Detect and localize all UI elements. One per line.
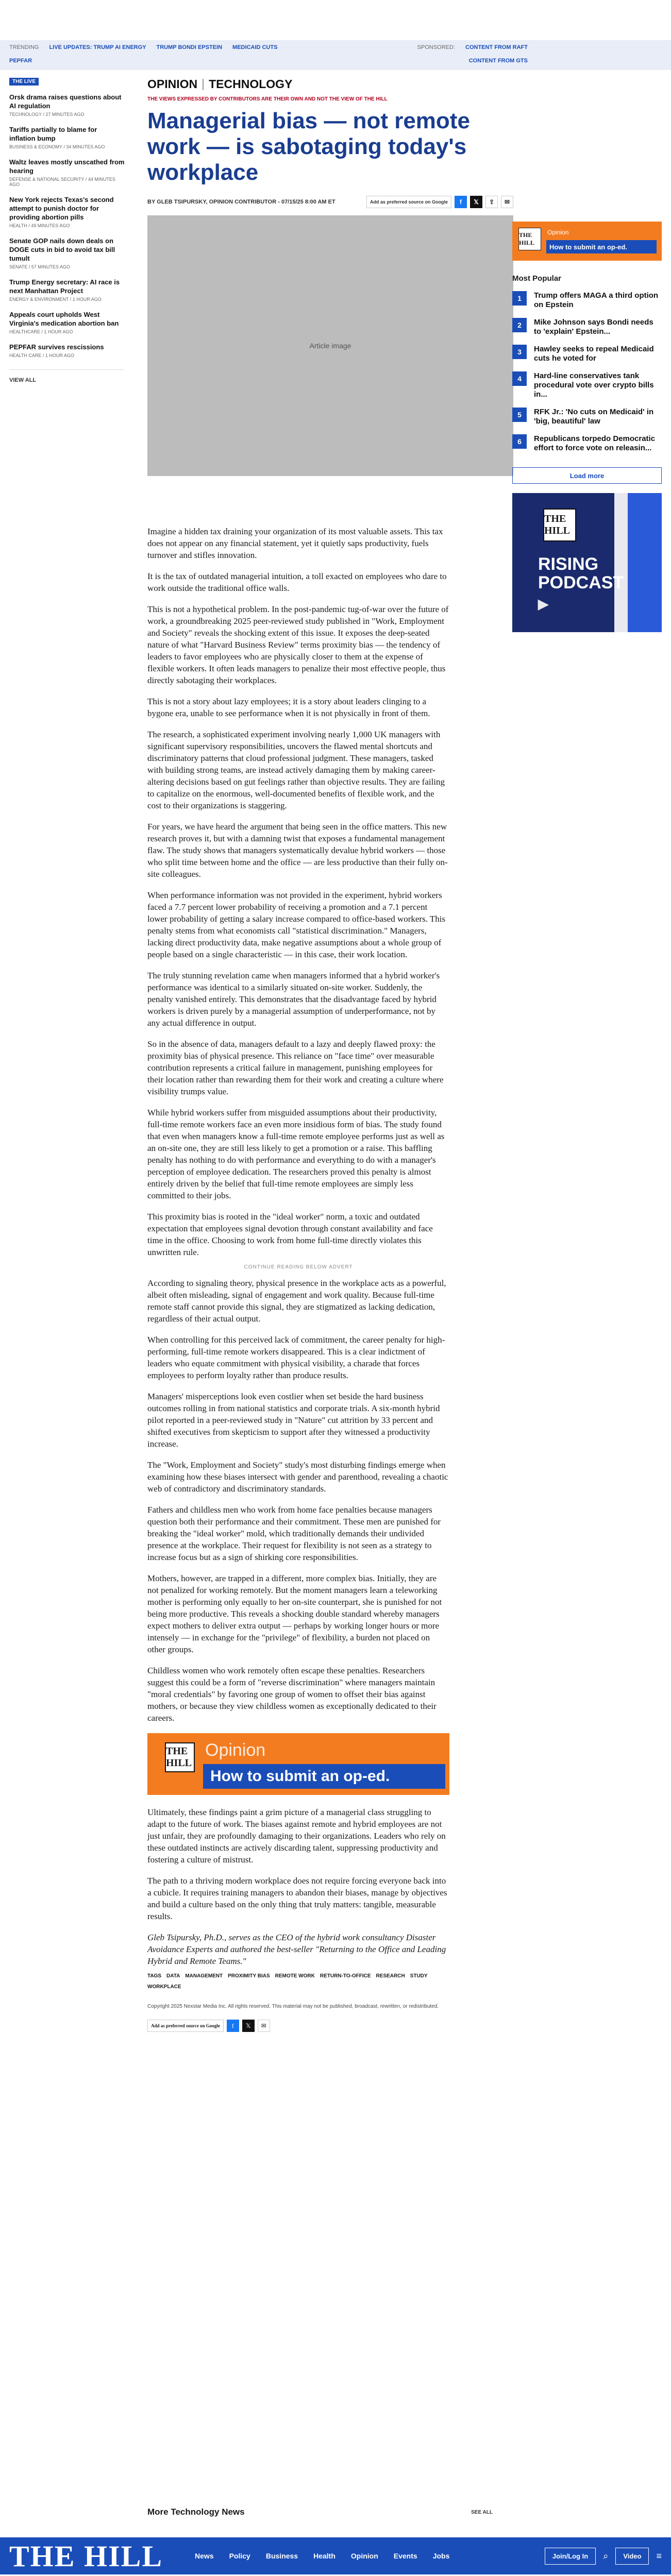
sponsored-label: SPONSORED: (417, 44, 456, 50)
most-popular-link[interactable]: Hawley seeks to repeal Medicaid cuts he voted for (534, 345, 654, 363)
search-icon[interactable]: ⌕ (603, 2550, 609, 2561)
more-technology-title: More Technology News (147, 2507, 245, 2517)
most-popular-link[interactable]: Trump offers MAGA a third option on Epstein (534, 291, 659, 309)
most-popular-link[interactable]: RFK Jr.: 'No cuts on Medicaid' in 'big, beautiful' law (534, 408, 654, 426)
sponsored-link-1[interactable]: CONTENT FROM RAFT (465, 44, 528, 50)
rank-badge: 2 (512, 318, 527, 332)
latest-item-title[interactable]: Appeals court upholds West Virginia's medication abortion ban (9, 311, 119, 327)
article-paragraph: For years, we have heard the argument that being seen in the office matters. This new research proves it, but with a damning twist that exposes a fundamental management flaw. The study shows that managers systematically devalue hybrid workers — those who split time between home and the office — are less productive than their fully on-site colleagues. (147, 822, 448, 879)
view-all-link[interactable]: VIEW ALL (9, 377, 37, 383)
nav-policy[interactable]: Policy (229, 2552, 250, 2560)
opinion-disclaimer: THE VIEWS EXPRESSED BY CONTRIBUTORS ARE THEIR OWN AND NOT THE VIEW OF THE HILL (147, 96, 388, 102)
share-buttons (366, 196, 513, 208)
oped-banner-label: Opinion (205, 1740, 266, 1760)
latest-item[interactable] (9, 93, 125, 125)
tag-link[interactable]: DATA (166, 1973, 180, 1979)
the-hill-logo: THE HILL (543, 509, 576, 541)
the-hill-logo: THE HILL (165, 1742, 195, 1772)
breadcrumb-technology[interactable]: TECHNOLOGY (209, 77, 293, 91)
latest-item-title[interactable]: PEPFAR survives rescissions (9, 343, 104, 351)
most-popular-link[interactable]: Mike Johnson says Bondi needs to 'explain' Epstein... (534, 318, 653, 336)
most-popular-item[interactable] (512, 345, 662, 363)
tag-link[interactable]: RETURN-TO-OFFICE (320, 1973, 371, 1979)
article-body (147, 526, 449, 2032)
article-paragraph: This is not a hypothetical problem. In the post-pandemic tug-of-war over the future of work, a groundbreaking 2025 peer-reviewed study published in "Work, Employment and Society" reveals the shocking extent of this issue. It exposes the deep-seated nature of what "Harvard Business Review" terms proximity bias — the tendency of leaders to favor employees who are physically closer to them at the expense of flexible workers. It often leads managers to penalize their most effective people, thus directly sabotaging their workplaces. (147, 604, 449, 685)
email-icon[interactable]: ✉ (501, 196, 513, 208)
article-paragraph: The research, a sophisticated experiment involving nearly 1,000 UK managers with significant supervisory responsibilities, uncovers the flawed mental shortcuts and discriminatory patterns that cloud professional judgment. These managers, tasked with building strong teams, are instead actively damaging them by making career-altering decisions based on gut feelings rather than objective results. They are failing to capitalize on the enormous, well-documented benefits of flexible work, and the cost to their organizations is staggering. (147, 730, 445, 810)
most-popular-item[interactable] (512, 371, 662, 399)
ad-label: CONTINUE READING BELOW ADVERT (244, 1264, 353, 1270)
article-paragraph: Ultimately, these findings paint a grim picture of a managerial class struggling to adapt to the future of work. The biases against remote and hybrid employees are not just unfair, they are profoundly damaging to their organizations. Leaders who rely on these outdated instincts are actively discarding talent, suppressing productivity and fostering a culture of mistrust. (147, 1807, 446, 1865)
more-technology-header (147, 2507, 493, 2517)
article-paragraph: It is the tax of outdated managerial intuition, a toll exacted on employees who dare to work outside the traditional office walls. (147, 571, 447, 593)
the-hill-logo: THE HILL (518, 228, 541, 250)
latest-item-title[interactable]: Orsk drama raises questions about AI regulation (9, 93, 122, 110)
rank-badge: 1 (512, 291, 527, 306)
right-sidebar (512, 222, 662, 632)
article-headline: Managerial bias — not remote work — is sabotaging today's workplace (147, 108, 470, 185)
breadcrumb-opinion[interactable]: OPINION (147, 77, 198, 91)
article-paragraph: Fathers and childless men who work from home face penalties because managers question both their performance and their commitment. These men are punished for breaking the "ideal worker" mold, which traditionally demands their undivided presence at the workplace. Their request for flexibility is not seen as a strategy to increase focus but as a sign of shirking core responsibilities. (147, 1505, 441, 1562)
article-paragraph: The "Work, Employment and Society" study's most disturbing findings emerge when examining how these biases intersect with gender and parenthood, revealing a chaotic web of contradictory and discriminatory standards. (147, 1460, 448, 1494)
nav-business[interactable]: Business (265, 2552, 298, 2560)
article-paragraph: When controlling for this perceived lack of commitment, the career penalty for high-performing, full-time remote workers disappeared. This is a clear indictment of leaders who equate commitment with physical visibility, a charade that forces employees to perform loyalty rather than produce results. (147, 1335, 445, 1380)
most-popular-link[interactable]: Hard-line conservatives tank procedural vote over crypto bills in... (534, 371, 654, 399)
article-paragraph: Imagine a hidden tax draining your organization of its most valuable assets. This tax does not appear on any financial statement, yet it quietly saps productivity, fuels turnover and stifles innovation. (147, 527, 443, 560)
latest-item[interactable] (9, 158, 125, 195)
live-badge: THE LIVE (9, 78, 39, 86)
facebook-icon[interactable]: f (455, 196, 467, 208)
latest-item-title[interactable]: Tariffs partially to blame for inflation bump (9, 126, 97, 142)
load-more-button[interactable]: Load more (512, 467, 662, 484)
x-icon[interactable]: 𝕏 (242, 2020, 255, 2032)
article-paragraph: Mothers, however, are trapped in a different, more complex bias. Initially, they are not penalized for working remotely. But the moment managers learn a teleworking mother is performing only equally to her on-site counterpart, she is punished for not being more productive. This reveals a shocking double standard whereby managers expect mothers to deliver extra output — perhaps by working longer hours or more intensely — in exchange for the "privilege" of flexibility, a burden not placed on other groups. (147, 1573, 442, 1654)
menu-icon[interactable]: ≡ (656, 2550, 662, 2561)
see-all-link[interactable]: SEE ALL (471, 2509, 493, 2515)
podcast-title: RISING PODCAST (538, 554, 624, 592)
author-bio: Gleb Tsipursky, Ph.D., serves as the CEO of the hybrid work consultancy Disaster Avoidance Experts and authored the best-seller "Returning to the Office and Leading Hybrid and Remote Teams." (147, 1933, 446, 1966)
nav-news[interactable]: News (195, 2552, 214, 2560)
oped-banner-cta[interactable]: How to submit an op-ed. (203, 1764, 445, 1789)
article-paragraph: The path to a thriving modern workplace does not require forcing everyone back into a cubicle. It requires training managers to abandon their biases, manage by objectives and build a culture based on the only thing that truly matters: tangible, measurable results. (147, 1876, 447, 1921)
video-button[interactable]: Video (615, 2548, 649, 2565)
nav-events[interactable]: Events (393, 2552, 417, 2560)
tag-link[interactable]: STUDY (410, 1973, 428, 1979)
share-icon[interactable]: ⇪ (485, 196, 498, 208)
trending-link-2[interactable]: TRUMP BONDI EPSTEIN (156, 44, 223, 50)
article-header (147, 77, 513, 476)
share-buttons-bottom (147, 2020, 449, 2032)
most-popular-item[interactable] (512, 408, 662, 426)
nav-health[interactable]: Health (313, 2552, 336, 2560)
latest-item-meta: HEALTH / 49 MINUTES AGO (9, 223, 70, 228)
rank-badge: 3 (512, 345, 527, 359)
rank-badge: 4 (512, 371, 527, 386)
latest-item[interactable] (9, 278, 125, 310)
login-button[interactable]: Join/Log In (545, 2548, 596, 2565)
article-paragraph: The truly stunning revelation came when managers informed that a hybrid worker's performance was identical to a similarly situated on-site worker. Suddenly, the penalty vanished entirely. This demonstrates that the disadvantage faced by hybrid workers is driven purely by a managerial assumption of underperformance, not by any actual difference in output. (147, 971, 440, 1028)
oped-promo-label: Opinion (547, 229, 569, 236)
trending-label: TRENDING (9, 44, 39, 50)
latest-item-meta: BUSINESS & ECONOMY / 34 MINUTES AGO (9, 144, 105, 149)
latest-item-meta: TECHNOLOGY / 27 MINUTES AGO (9, 112, 85, 117)
email-icon[interactable]: ✉ (258, 2020, 270, 2032)
latest-item[interactable] (9, 236, 125, 278)
nav-opinion[interactable]: Opinion (350, 2552, 378, 2560)
latest-item-meta: HEALTH CARE / 1 HOUR AGO (9, 353, 74, 358)
google-preferred-source-button[interactable]: Add as preferred source on Google (147, 2020, 224, 2032)
tag-link[interactable]: RESEARCH (376, 1973, 405, 1979)
play-icon[interactable]: ▶ (538, 596, 548, 612)
rank-badge: 5 (512, 408, 527, 422)
latest-item-title[interactable]: New York rejects Texas's second attempt to punish doctor for providing abortion pills (9, 196, 114, 221)
article-paragraph: Childless women who work remotely often escape these penalties. Researchers suggest this could be a form of "reverse discrimination" where managers maintain "moral credentials" by favoring one group of women to offset their bias against mothers, or because they view childless women as exceptionally dedicated to their careers. (147, 1666, 437, 1723)
trending-link-1[interactable]: LIVE UPDATES: TRUMP AI ENERGY (49, 44, 146, 50)
hero-image-caption: Article image (309, 342, 351, 350)
most-popular-item[interactable] (512, 291, 662, 310)
nav-jobs[interactable]: Jobs (432, 2552, 450, 2560)
oped-promo-cta[interactable]: How to submit an op-ed. (546, 240, 657, 253)
latest-item-title[interactable]: Senate GOP nails down deals on DOGE cuts in bid to avoid tax bill tumult (9, 237, 115, 262)
x-icon[interactable]: 𝕏 (470, 196, 482, 208)
byline: BY GLEB TSIPURSKY, OPINION CONTRIBUTOR - 07/15/25 8:00 AM ET (147, 199, 336, 205)
tag-link[interactable]: REMOTE WORK (275, 1973, 315, 1979)
latest-item[interactable] (9, 125, 125, 158)
latest-item[interactable] (9, 195, 125, 236)
latest-item-title[interactable]: Trump Energy secretary: AI race is next Manhattan Project (9, 278, 120, 295)
tags-label: TAGS (147, 1973, 162, 1979)
article-paragraph: According to signaling theory, physical presence in the workplace acts as a powerful, albeit often misleading, signal of engagement and work quality. Because full-time remote staff cannot provide this signal, they are stigmatized as lacking dedication, regardless of their actual output. (147, 1278, 446, 1324)
most-popular-title: Most Popular (512, 274, 562, 283)
byline-row (147, 196, 513, 208)
article-paragraph: So in the absence of data, managers default to a lazy and deeply flawed proxy: the proximity bias of physical presence. This reliance on "face time" over measurable contribution represents a critical failure in management, punishing employees for their location rather than rewarding them for their work and creating a culture where visibility trumps value. (147, 1039, 444, 1096)
most-popular-item[interactable] (512, 434, 662, 453)
article-paragraph: While hybrid workers suffer from misguided assumptions about their productivity, full-time remote workers face an even more insidious form of bias. The study found that even when managers know a full-time remote employee performs just as well as an on-site one, they are still less likely to get a promotion or a raise. This baffling penalty has nothing to do with performance and everything to do with a manager's perception of employee dedication. The researchers proved this penalty is almost entirely driven by the belief that full-time remote employees are simply less committed to their jobs. (147, 1108, 445, 1200)
trending-link-4[interactable]: PEPFAR (9, 58, 32, 64)
copyright-notice: Copyright 2025 Nexstar Media Inc. All rights reserved. This material may not be published, broadcast, rewritten, or redistributed. (147, 2004, 439, 2009)
latest-item[interactable] (9, 343, 125, 366)
breadcrumb (147, 77, 513, 91)
tag-link[interactable]: MANAGEMENT (185, 1973, 223, 1979)
sticky-nav (0, 2537, 671, 2574)
breadcrumb-divider (203, 79, 204, 90)
article-paragraph: This is not a story about lazy employees; it is a story about leaders clinging to a bygone era, unable to see performance when it is not physically in front of them. (147, 697, 430, 718)
most-popular-item[interactable] (512, 318, 662, 336)
sponsored-link-2[interactable]: CONTENT FROM GTS (468, 58, 528, 64)
facebook-icon[interactable]: f (227, 2020, 239, 2032)
google-preferred-source-button[interactable]: Add as preferred source on Google (366, 196, 451, 208)
hero-image (147, 215, 513, 476)
latest-item-meta: HEALTHCARE / 1 HOUR AGO (9, 329, 73, 334)
ticker-bar (0, 40, 671, 70)
latest-item-meta: ENERGY & ENVIRONMENT / 1 HOUR AGO (9, 297, 102, 302)
article-paragraph: Managers' misperceptions look even costlier when set beside the hard business outcomes rolling in from national statistics and corporate trials. A six-month hybrid pilot reported in a peer-reviewed study in "Nature" cut attrition by 33 percent and shifted executives from skepticism to support after they witnessed a productivity increase. (147, 1392, 440, 1449)
tag-link[interactable]: PROXIMITY BIAS (228, 1973, 270, 1979)
article-paragraph: This proximity bias is rooted in the "ideal worker" norm, a toxic and outdated expectation that employees signal devotion through constant availability and face time in the office. Choosing to work from home full-time directly violates this unwritten rule. (147, 1212, 433, 1257)
latest-item-meta: DEFENSE & NATIONAL SECURITY / 44 MINUTES AGO (9, 177, 115, 187)
article-paragraph: When performance information was not provided in the experiment, hybrid workers faced a 7.7 percent lower probability of receiving a promotion and a 7.1 percent lower probability of getting a salary increase compared to office-based workers. This penalty stems from what economists call "statistical discrimination." Managers, lacking direct productivity data, make negative assumptions about a whole group of people based on a single characteristic — in this case, their work location. (147, 890, 446, 959)
tag-list (147, 1973, 449, 1990)
rank-badge: 6 (512, 434, 527, 449)
latest-item-meta: SENATE / 57 MINUTES AGO (9, 264, 70, 269)
latest-news-sidebar (9, 76, 125, 384)
tag-link[interactable]: WORKPLACE (147, 1984, 181, 1990)
latest-item[interactable] (9, 310, 125, 343)
oped-promo-banner[interactable] (147, 1733, 449, 1795)
rising-podcast-promo[interactable] (512, 493, 662, 632)
oped-promo-small[interactable] (512, 222, 662, 261)
most-popular-link[interactable]: Republicans torpedo Democratic effort to force vote on releasin... (534, 434, 656, 452)
trending-link-3[interactable]: MEDICAID CUTS (232, 44, 278, 50)
site-logo[interactable]: THE HILL (9, 2539, 163, 2573)
latest-item-title[interactable]: Waltz leaves mostly unscathed from hearing (9, 158, 125, 175)
